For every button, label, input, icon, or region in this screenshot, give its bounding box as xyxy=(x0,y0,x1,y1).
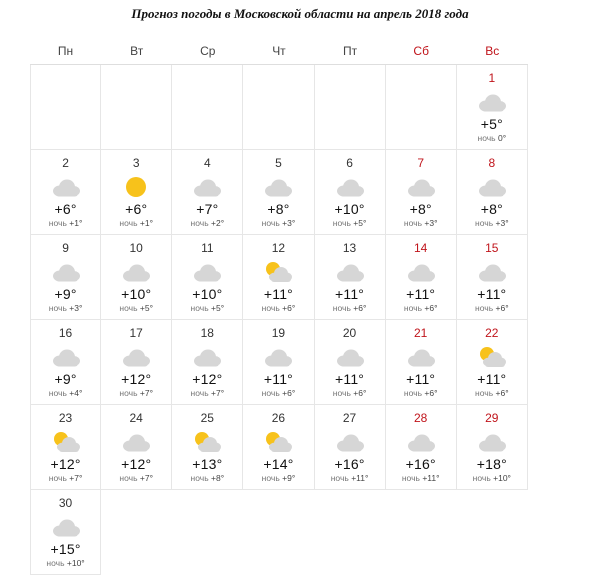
empty-cell xyxy=(243,490,314,575)
cloud-icon xyxy=(477,91,507,113)
cloud-icon xyxy=(406,346,436,368)
cloud-icon xyxy=(335,346,365,368)
cloud-icon xyxy=(335,431,365,453)
cloud-icon xyxy=(51,176,81,198)
night-value: +1° xyxy=(139,218,153,228)
day-temperature: +12° xyxy=(50,456,81,472)
night-temperature xyxy=(315,388,385,398)
day-temperature: +6° xyxy=(54,201,77,217)
night-label: ночь xyxy=(330,473,349,483)
day-number: 17 xyxy=(129,326,143,340)
day-cell xyxy=(243,405,314,490)
day-cell xyxy=(386,405,457,490)
night-label: ночь xyxy=(119,218,138,228)
night-temperature xyxy=(386,388,456,398)
empty-cell xyxy=(243,65,314,150)
night-label: ночь xyxy=(475,218,494,228)
day-temperature: +16° xyxy=(405,456,436,472)
weekday-sat: Сб xyxy=(413,44,429,58)
night-label: ночь xyxy=(119,388,138,398)
day-number: 29 xyxy=(485,411,499,425)
night-value: +6° xyxy=(424,388,438,398)
day-temperature: +8° xyxy=(409,201,432,217)
day-number: 15 xyxy=(485,241,499,255)
night-value: +3° xyxy=(282,218,296,228)
day-temperature: +11° xyxy=(406,371,436,387)
night-label: ночь xyxy=(475,303,494,313)
night-temperature xyxy=(457,388,527,398)
night-value: +10° xyxy=(66,558,85,568)
day-number: 7 xyxy=(417,156,425,170)
night-label: ночь xyxy=(403,218,422,228)
day-temperature: +11° xyxy=(335,286,365,302)
day-number: 10 xyxy=(129,241,143,255)
night-label: ночь xyxy=(261,473,280,483)
empty-cell xyxy=(101,65,172,150)
night-value: +11° xyxy=(422,473,440,483)
empty-cell xyxy=(386,65,457,150)
day-number: 12 xyxy=(271,241,286,255)
night-label: ночь xyxy=(190,218,209,228)
night-label: ночь xyxy=(403,303,422,313)
night-temperature xyxy=(101,473,171,483)
day-temperature: +8° xyxy=(267,201,290,217)
sun-icon xyxy=(121,176,151,198)
day-cell xyxy=(172,235,243,320)
day-temperature: +11° xyxy=(263,286,293,302)
cloud-icon xyxy=(406,261,436,283)
night-temperature xyxy=(172,218,242,228)
day-cell xyxy=(386,320,457,405)
empty-cell xyxy=(315,65,386,150)
night-value: +7° xyxy=(69,473,83,483)
night-label: ночь xyxy=(477,133,496,143)
day-cell xyxy=(243,235,314,320)
weekday-header xyxy=(30,44,528,64)
night-value: +6° xyxy=(495,388,509,398)
night-value: +7° xyxy=(139,388,153,398)
cloud-icon xyxy=(477,431,507,453)
day-number: 27 xyxy=(342,411,357,425)
day-number: 24 xyxy=(129,411,143,425)
weekday-tue: Вт xyxy=(130,44,144,58)
day-number: 5 xyxy=(275,156,282,170)
day-temperature: +11° xyxy=(335,371,365,387)
night-value: +5° xyxy=(211,303,225,313)
day-cell xyxy=(315,150,386,235)
day-cell xyxy=(457,405,528,490)
day-number: 1 xyxy=(488,71,496,85)
night-temperature xyxy=(315,218,385,228)
partly-cloudy-icon xyxy=(263,261,293,283)
day-number: 8 xyxy=(488,156,496,170)
day-number: 23 xyxy=(58,411,73,425)
day-number: 4 xyxy=(203,156,211,170)
night-label: ночь xyxy=(332,218,351,228)
night-label: ночь xyxy=(261,388,280,398)
day-temperature: +16° xyxy=(334,456,365,472)
weekday-thu: Чт xyxy=(272,44,286,58)
night-value: +3° xyxy=(495,218,509,228)
night-value: +1° xyxy=(69,218,83,228)
cloud-icon xyxy=(192,346,222,368)
night-value: +6° xyxy=(282,388,296,398)
night-temperature xyxy=(172,473,242,483)
night-value: +11° xyxy=(351,473,369,483)
night-temperature xyxy=(386,218,456,228)
cloud-icon xyxy=(477,176,507,198)
night-temperature xyxy=(172,303,242,313)
day-cell xyxy=(101,235,172,320)
cloud-icon xyxy=(192,261,222,283)
cloud-icon xyxy=(335,261,365,283)
cloud-icon xyxy=(406,431,436,453)
night-label: ночь xyxy=(119,303,138,313)
night-label: ночь xyxy=(48,388,67,398)
night-label: ночь xyxy=(48,303,67,313)
night-temperature xyxy=(457,473,527,483)
empty-cell xyxy=(386,490,457,575)
day-cell xyxy=(101,150,172,235)
empty-cell xyxy=(101,490,172,575)
night-label: ночь xyxy=(190,303,209,313)
day-temperature: +12° xyxy=(121,371,152,387)
day-temperature: +13° xyxy=(192,456,223,472)
night-temperature xyxy=(457,303,527,313)
night-label: ночь xyxy=(472,473,491,483)
night-temperature xyxy=(101,303,171,313)
day-cell xyxy=(30,150,101,235)
night-label: ночь xyxy=(48,218,67,228)
night-temperature xyxy=(172,388,242,398)
weekday-wed: Ср xyxy=(200,44,216,58)
day-number: 11 xyxy=(201,241,214,255)
night-value: +7° xyxy=(139,473,153,483)
night-value: +3° xyxy=(69,303,83,313)
night-label: ночь xyxy=(190,473,209,483)
weekday-fri: Пт xyxy=(343,44,358,58)
day-cell xyxy=(101,320,172,405)
night-temperature xyxy=(457,133,527,143)
night-label: ночь xyxy=(46,558,65,568)
weekday-mon: Пн xyxy=(57,44,74,58)
cloud-icon xyxy=(263,346,293,368)
day-number: 28 xyxy=(414,411,428,425)
day-number: 18 xyxy=(200,326,214,340)
partly-cloudy-icon xyxy=(477,346,507,368)
night-value: +6° xyxy=(424,303,438,313)
day-cell xyxy=(172,150,243,235)
night-value: +5° xyxy=(139,303,153,313)
day-temperature: +10° xyxy=(334,201,365,217)
cloud-icon xyxy=(51,516,81,538)
day-cell xyxy=(243,150,314,235)
day-number: 6 xyxy=(346,156,353,170)
day-temperature: +12° xyxy=(121,456,152,472)
night-value: +6° xyxy=(353,388,367,398)
day-cell xyxy=(386,150,457,235)
day-temperature: +11° xyxy=(406,286,436,302)
empty-cell xyxy=(172,65,243,150)
day-number: 2 xyxy=(62,156,69,170)
day-temperature: +15° xyxy=(50,541,81,557)
day-cell xyxy=(30,405,101,490)
day-temperature: +18° xyxy=(476,456,507,472)
cloud-icon xyxy=(121,431,151,453)
night-value: +10° xyxy=(493,473,511,483)
night-temperature xyxy=(243,388,313,398)
day-number: 20 xyxy=(342,326,357,340)
day-cell xyxy=(457,235,528,320)
night-value: +8° xyxy=(211,473,225,483)
night-temperature xyxy=(315,303,385,313)
day-temperature: +11° xyxy=(477,371,507,387)
cloud-icon xyxy=(335,176,365,198)
night-label: ночь xyxy=(48,473,67,483)
day-number: 26 xyxy=(271,411,286,425)
day-cell xyxy=(386,235,457,320)
night-temperature xyxy=(243,303,313,313)
night-label: ночь xyxy=(261,218,280,228)
cloud-icon xyxy=(477,261,507,283)
night-temperature xyxy=(386,303,456,313)
night-label: ночь xyxy=(403,388,422,398)
night-label: ночь xyxy=(119,473,138,483)
day-temperature: +12° xyxy=(192,371,223,387)
empty-cell xyxy=(30,65,101,150)
empty-cell xyxy=(315,490,386,575)
cloud-icon xyxy=(51,261,81,283)
cloud-icon xyxy=(121,346,151,368)
partly-cloudy-icon xyxy=(263,431,293,453)
night-value: +9° xyxy=(282,473,296,483)
day-cell xyxy=(457,65,528,150)
night-value: +6° xyxy=(353,303,367,313)
page-title: Прогноз погоды в Московской области на апрель 2018 года xyxy=(131,6,469,21)
day-cell xyxy=(457,320,528,405)
day-cell xyxy=(30,235,101,320)
day-cell xyxy=(243,320,314,405)
night-value: +7° xyxy=(211,388,225,398)
night-label: ночь xyxy=(475,388,494,398)
night-temperature xyxy=(457,218,527,228)
day-cell xyxy=(101,405,172,490)
night-value: +6° xyxy=(282,303,296,313)
day-number: 19 xyxy=(271,326,286,340)
night-label: ночь xyxy=(332,303,351,313)
partly-cloudy-icon xyxy=(192,431,222,453)
night-label: ночь xyxy=(401,473,420,483)
day-number: 9 xyxy=(62,241,69,255)
night-label: ночь xyxy=(261,303,280,313)
day-number: 25 xyxy=(200,411,214,425)
night-temperature xyxy=(31,303,100,313)
night-temperature xyxy=(243,473,313,483)
night-label: ночь xyxy=(332,388,351,398)
weekday-sun: Вс xyxy=(485,44,500,58)
night-temperature xyxy=(101,388,171,398)
day-temperature: +5° xyxy=(480,116,503,132)
day-cell xyxy=(172,320,243,405)
day-number: 13 xyxy=(342,241,357,255)
day-temperature: +11° xyxy=(477,286,507,302)
day-temperature: +9° xyxy=(54,286,77,302)
night-temperature xyxy=(31,388,100,398)
night-value: +3° xyxy=(424,218,438,228)
cloud-icon xyxy=(192,176,222,198)
day-temperature: +9° xyxy=(54,371,77,387)
night-value: +6° xyxy=(495,303,509,313)
day-temperature: +14° xyxy=(263,456,294,472)
cloud-icon xyxy=(51,346,81,368)
empty-cell xyxy=(172,490,243,575)
day-number: 16 xyxy=(58,326,73,340)
day-cell xyxy=(30,490,101,575)
day-number: 3 xyxy=(132,156,140,170)
night-temperature xyxy=(31,558,100,568)
night-temperature xyxy=(315,473,385,483)
night-value: +5° xyxy=(353,218,367,228)
day-cell xyxy=(315,320,386,405)
day-number: 21 xyxy=(414,326,428,340)
night-temperature xyxy=(101,218,171,228)
day-number: 14 xyxy=(414,241,428,255)
day-cell xyxy=(30,320,101,405)
partly-cloudy-icon xyxy=(51,431,81,453)
day-cell xyxy=(315,405,386,490)
night-temperature xyxy=(386,473,456,483)
calendar-grid xyxy=(30,65,528,575)
night-value: +2° xyxy=(211,218,225,228)
day-number: 30 xyxy=(58,496,73,510)
empty-cell xyxy=(457,490,528,575)
night-value: +4° xyxy=(69,388,83,398)
night-temperature xyxy=(243,218,313,228)
day-temperature: +11° xyxy=(263,371,293,387)
night-temperature xyxy=(31,473,100,483)
cloud-icon xyxy=(263,176,293,198)
night-label: ночь xyxy=(190,388,209,398)
night-value: 0° xyxy=(497,133,507,143)
day-temperature: +8° xyxy=(480,201,503,217)
day-cell xyxy=(457,150,528,235)
day-number: 22 xyxy=(485,326,499,340)
cloud-icon xyxy=(406,176,436,198)
day-cell xyxy=(315,235,386,320)
cloud-icon xyxy=(121,261,151,283)
night-temperature xyxy=(31,218,100,228)
day-cell xyxy=(172,405,243,490)
day-temperature: +6° xyxy=(125,201,148,217)
day-temperature: +10° xyxy=(121,286,152,302)
day-temperature: +10° xyxy=(192,286,223,302)
day-temperature: +7° xyxy=(196,201,219,217)
